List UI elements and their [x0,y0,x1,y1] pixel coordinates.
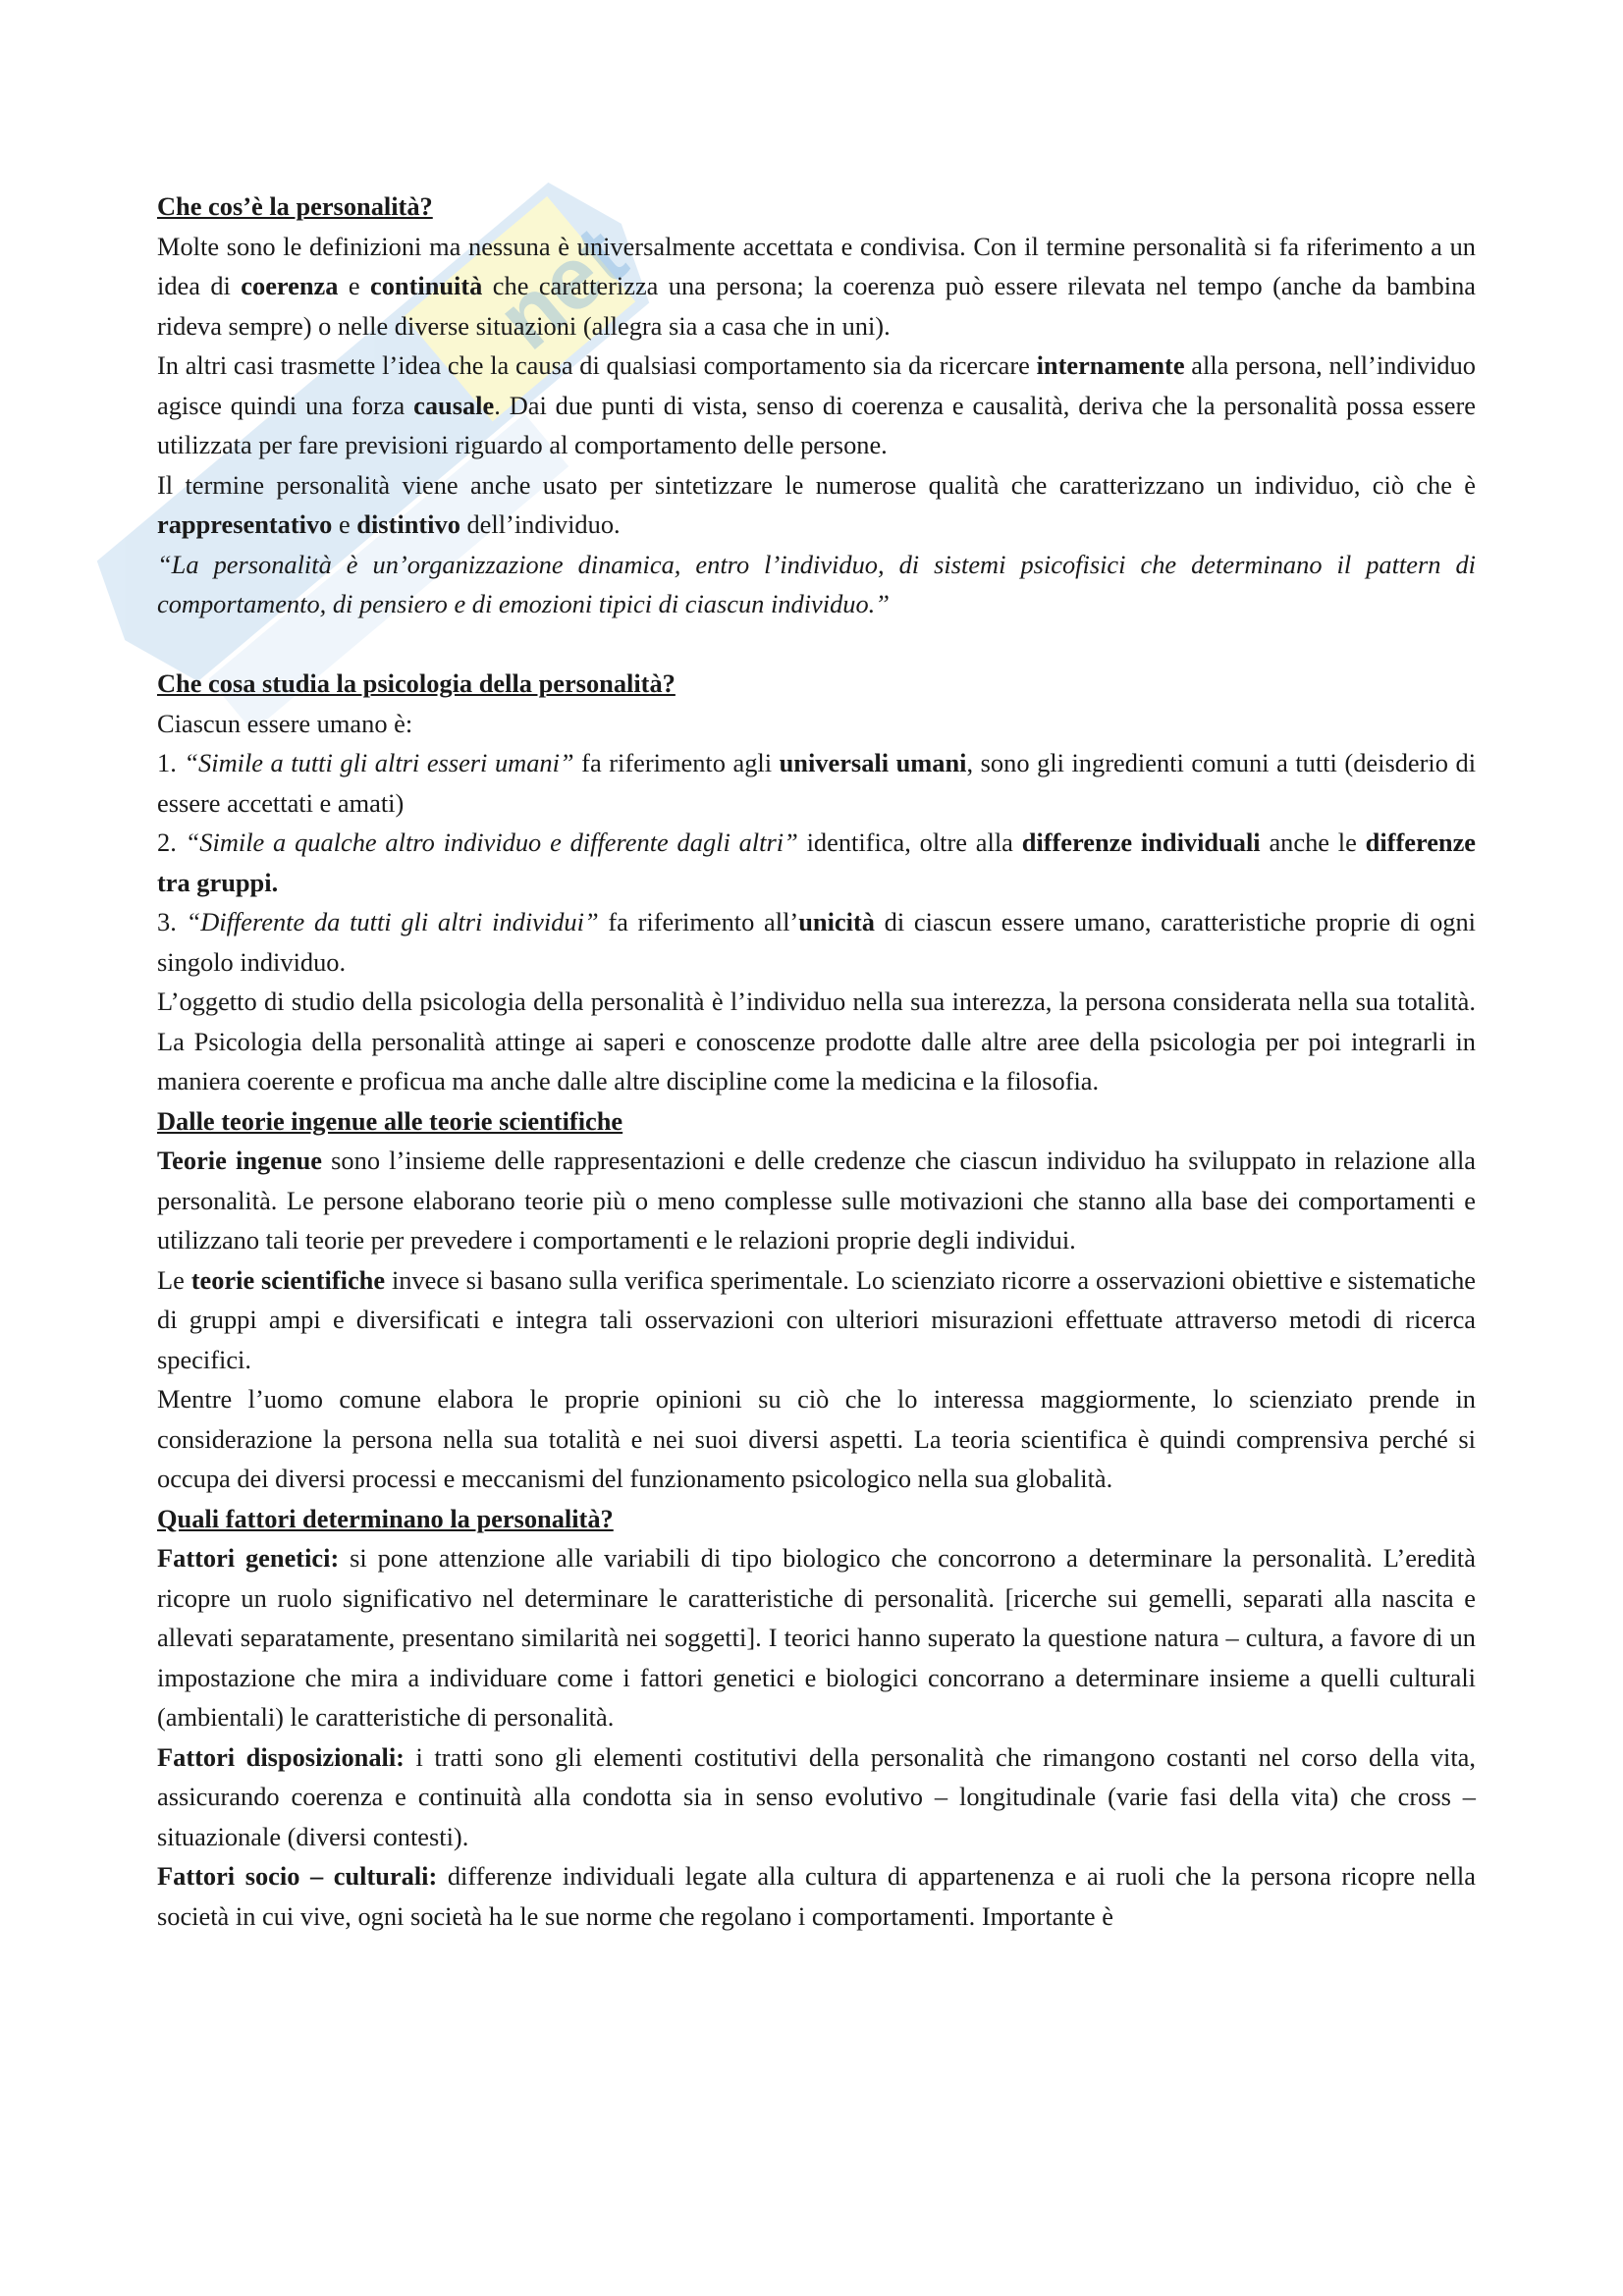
paragraph-fattori-genetici: Fattori genetici: si pone attenzione alle variabili di tipo biologico che concorrono a determinare la personalità. L’eredità ricopre un ruolo significativo nel determinare le caratteristiche di personalità. [ricerche sui gemelli, separati alla nascita e allevati separatamente, presentano similarità nei soggetti]. I teorici hanno superato la questione natura – cultura, a favore di un impostazione che mira a individuare come i fattori genetici e biologici concorrano a determinare insieme a quelli culturali (ambientali) le caratteristiche di personalità. [157,1543,1476,1732]
watermark-text: net [479,207,645,369]
section-title-teorie: Dalle teorie ingenue alle teorie scientifiche [157,1105,623,1136]
paragraph-definizioni: Molte sono le definizioni ma nessuna è universalmente accettata e condivisa. Con il termine personalità si fa riferimento a un idea di coerenza e continuità che caratterizza una persona; la coerenza può essere rilevata nel tempo (anche da bambina rideva sempre) o nelle diverse situazioni (allegra sia a casa che in uni). [157,231,1476,341]
list-item: 2. “Simile a qualche altro individuo e differente dagli altri” identifica, oltre alla differenze individuali anche le differenze tra gruppi. [157,828,1477,897]
paragraph-causalita: In altri casi trasmette l’idea che la causa di qualsiasi comportamento sia da ricercare internamente alla persona, nell’individuo agisce quindi una forza causale. Dai due punti di vista, senso di coerenza e causalità, deriva che la personalità possa essere utilizzata per fare previsioni riguardo al comportamento delle persone. [157,350,1477,459]
paragraph-confronto: Mentre l’uomo comune elabora le proprie opinioni su ciò che lo interessa maggiormente, lo scienziato prende in considerazione la persona nella sua totalità e nei suoi diversi aspetti. La teoria scientifica è quindi comprensiva perché si occupa dei diversi processi e meccanismi del funzionamento psicologico nella sua globalità. [157,1384,1476,1493]
paragraph-teorie-scientifiche: Le teorie scientifiche invece si basano sulla verifica sperimentale. Lo scienziato ricorre a osservazioni obiettive e sistematiche di gruppi ampi e diversificati e integra tali osservazioni con ulteriori misurazioni effettuate attraverso metodi di ricerca specifici. [157,1264,1477,1374]
paragraph-oggetto-studio: L’oggetto di studio della psicologia della personalità è l’individuo nella sua interezza, la persona considerata nella sua totalità. La Psicologia della personalità attinge ai saperi e conoscenze prodotte dalle altre aree della psicologia per poi integrarli in maniera coerente e proficua ma anche dalle altre discipline come la medicina e la filosofia. [157,987,1476,1095]
paragraph-fattori-socioculturali: Fattori socio – culturali: differenze individuali legate alla cultura di appartenenza e ai ruoli che la persona ricopre nella società in cui vive, ogni società ha le sue norme che regolano i comportamenti. Importante è [157,1861,1476,1931]
section-title-studio: Che cosa studia la psicologia della personalità? [157,668,676,698]
list-item: 1. “Simile a tutti gli altri esseri umani” fa riferimento agli universali umani, sono gli ingredienti comuni a tutti (deisderio di essere accettati e amati) [157,748,1477,818]
definition-quote: “La personalità è un’organizzazione dinamica, entro l’individuo, di sistemi psicofisici che determinano il pattern di comportamento, di pensiero e di emozioni tipici di ciascun individuo.” [157,549,1476,618]
paragraph-teorie-ingenue: Teorie ingenue sono l’insieme delle rappresentazioni e delle credenze che ciascun individuo ha sviluppato in relazione alla personalità. Le persone elaborano teorie più o meno complesse sulle motivazioni che stanno alla base dei comportamenti e utilizzano tali teorie per prevedere i comportamenti e le relazioni proprie degli individui. [157,1146,1476,1255]
paragraph-fattori-disposizionali: Fattori disposizionali: i tratti sono gli elementi costitutivi della personalità che rimangono costanti nel corso della vita, assicurando coerenza e continuità alla condotta sia in senso evolutivo – longitudinale (varie fasi della vita) che cross – situazionale (diversi contesti). [157,1741,1476,1851]
section-spacer [157,624,1476,665]
paragraph-intro: Ciascun essere umano è: [157,708,413,738]
list-item: 3. “Differente da tutti gli altri individui” fa riferimento all’unicità di ciascun essere umano, caratteristiche proprie di ogni singolo individuo. [157,907,1476,977]
paragraph-sintesi: Il termine personalità viene anche usato per sintetizzare le numerose qualità che caratterizzano un individuo, ciò che è rappresentativo e distintivo dell’individuo. [157,469,1476,539]
section-title-fattori: Quali fattori determinano la personalità? [157,1503,614,1533]
document-page [157,187,1476,1936]
section-title-personalita: Che cos’è la personalità? [157,191,433,221]
